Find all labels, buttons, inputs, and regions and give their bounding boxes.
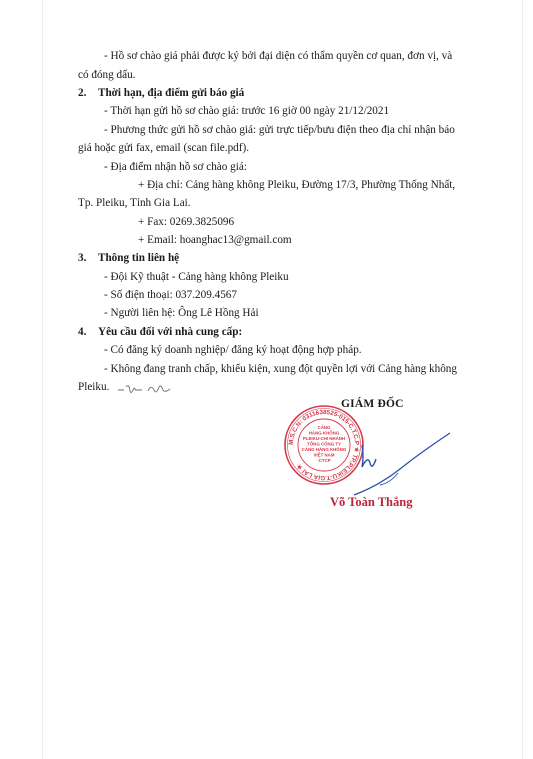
section-title: Yêu cầu đối với nhà cung cấp: xyxy=(98,326,243,338)
page-edge-right xyxy=(522,0,523,759)
requirement-line-2: - Không đang tranh chấp, khiếu kiện, xung đột quyền lợi với Cảng hàng không xyxy=(104,363,457,375)
section-number: 4. xyxy=(78,326,87,338)
svg-text:CẢNG HÀNG KHÔNG: CẢNG HÀNG KHÔNG xyxy=(301,447,347,452)
requirement-line-3: Pleiku. xyxy=(78,381,110,393)
section-title: Thông tin liên hệ xyxy=(98,252,180,264)
deadline-line: - Thời hạn gửi hồ sơ chào giá: trước 16 giờ 00 ngày 21/12/2021 xyxy=(104,105,390,117)
method-line-1: - Phương thức gửi hồ sơ chào giá: gửi trực tiếp/bưu điện theo địa chỉ nhận báo xyxy=(104,124,455,136)
location-line: - Địa điểm nhận hồ sơ chào giá: xyxy=(104,161,247,173)
contact-unit-line: - Đội Kỹ thuật - Cảng hàng không Pleiku xyxy=(104,271,289,283)
handwritten-initials xyxy=(116,381,176,399)
requirement-line-1: - Có đăng ký doanh nghiệp/ đăng ký hoạt động hợp pháp. xyxy=(104,344,362,356)
signer-name: Võ Toàn Thắng xyxy=(330,495,413,509)
page-edge-left xyxy=(42,0,43,759)
fax-line: + Fax: 0269.3825096 xyxy=(138,216,235,228)
method-line-2: giá hoặc gửi fax, email (scan file.pdf). xyxy=(78,142,250,154)
svg-text:M.S.C.N: 0311638525-015-C.T.C.: M.S.C.N: 0311638525-015-C.T.C.P ★ TP.PLEIKU-T.GIA LAI ★ xyxy=(287,408,361,482)
email-line: + Email: hoanghac13@gmail.com xyxy=(138,234,292,246)
director-signature xyxy=(350,425,460,505)
section-title: Thời hạn, địa điểm gửi báo giá xyxy=(98,87,245,99)
section-4-heading xyxy=(78,323,488,341)
section-3-heading xyxy=(78,249,488,267)
address-line-2: Tp. Pleiku, Tỉnh Gia Lai. xyxy=(78,197,191,209)
section-number: 2. xyxy=(78,87,87,99)
signature-title: GIÁM ĐỐC xyxy=(341,398,404,410)
phone-line: - Số điện thoại: 037.209.4567 xyxy=(104,289,237,301)
address-line-1: + Địa chỉ: Cảng hàng không Pleiku, Đường 17/3, Phường Thống Nhất, xyxy=(138,179,456,191)
intro-line-2: có đóng dấu. xyxy=(78,69,136,81)
svg-text:TỔNG CÔNG TY: TỔNG CÔNG TY xyxy=(307,441,341,447)
svg-text:VIỆT NAM: VIỆT NAM xyxy=(313,452,335,458)
svg-text:-CTCP: -CTCP xyxy=(317,458,331,463)
section-2-heading xyxy=(78,84,488,102)
svg-text:CẢNG: CẢNG xyxy=(317,425,331,430)
intro-line-1: - Hồ sơ chào giá phải được ký bởi đại diện có thẩm quyền cơ quan, đơn vị, và xyxy=(104,50,453,62)
contact-person-line: - Người liên hệ: Ông Lê Hồng Hải xyxy=(104,307,259,319)
svg-text:HÀNG KHÔNG: HÀNG KHÔNG xyxy=(308,430,340,436)
svg-text:PLEIKU-CHI NHÁNH: PLEIKU-CHI NHÁNH xyxy=(302,436,346,441)
section-number: 3. xyxy=(78,252,87,264)
